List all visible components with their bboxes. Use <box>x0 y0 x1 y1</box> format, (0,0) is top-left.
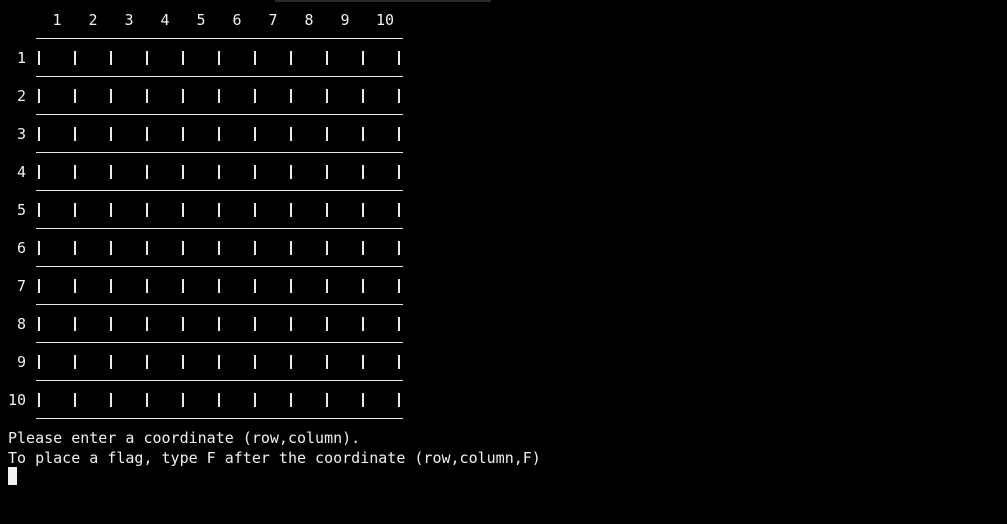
board-cell[interactable] <box>220 191 254 227</box>
board-cell[interactable] <box>112 115 146 151</box>
cell-separator <box>398 51 400 65</box>
board-cell[interactable] <box>256 191 290 227</box>
board-cell[interactable] <box>292 39 326 75</box>
board-cell[interactable] <box>292 77 326 113</box>
board-cell[interactable] <box>328 305 362 341</box>
board-cell[interactable] <box>148 343 182 379</box>
board-cell[interactable] <box>112 77 146 113</box>
row-label: 9 <box>16 353 26 371</box>
board-cell[interactable] <box>40 343 74 379</box>
row-label: 6 <box>16 239 26 257</box>
board-cell[interactable] <box>256 229 290 265</box>
row-label: 10 <box>7 391 26 409</box>
board-cell[interactable] <box>148 191 182 227</box>
board-cell[interactable] <box>364 229 398 265</box>
board-cell[interactable] <box>184 77 218 113</box>
board-cell[interactable] <box>364 153 398 189</box>
board-cell[interactable] <box>256 77 290 113</box>
board-cell[interactable] <box>148 381 182 417</box>
cell-separator <box>398 203 400 217</box>
row-label: 1 <box>16 49 26 67</box>
board-cell[interactable] <box>148 77 182 113</box>
row-label: 7 <box>16 277 26 295</box>
board-cell[interactable] <box>40 381 74 417</box>
terminal-cursor[interactable] <box>8 467 17 485</box>
board-cell[interactable] <box>112 381 146 417</box>
row-label: 3 <box>16 125 26 143</box>
cell-separator <box>398 241 400 255</box>
board-cell[interactable] <box>40 267 74 303</box>
board-cell[interactable] <box>328 153 362 189</box>
board-cell[interactable] <box>184 381 218 417</box>
board-cell[interactable] <box>184 39 218 75</box>
cell-separator <box>398 89 400 103</box>
board-cell[interactable] <box>220 267 254 303</box>
board-cell[interactable] <box>148 115 182 151</box>
board-cell[interactable] <box>76 115 110 151</box>
board-cell[interactable] <box>184 229 218 265</box>
board-cell[interactable] <box>256 381 290 417</box>
board-cell[interactable] <box>292 191 326 227</box>
board-cell[interactable] <box>148 39 182 75</box>
board-cell[interactable] <box>40 115 74 151</box>
board-cell[interactable] <box>328 343 362 379</box>
board-cell[interactable] <box>364 115 398 151</box>
board-cell[interactable] <box>148 229 182 265</box>
board-cell[interactable] <box>184 153 218 189</box>
board-cell[interactable] <box>364 305 398 341</box>
board-cell[interactable] <box>76 229 110 265</box>
board-cell[interactable] <box>112 305 146 341</box>
board-cell[interactable] <box>148 305 182 341</box>
board-cell[interactable] <box>364 39 398 75</box>
cell-separator <box>398 355 400 369</box>
board-cell[interactable] <box>148 153 182 189</box>
cell-separator <box>398 127 400 141</box>
board-cell[interactable] <box>40 39 74 75</box>
column-header: 3 <box>124 11 134 29</box>
board-cell[interactable] <box>40 305 74 341</box>
column-header: 9 <box>340 11 350 29</box>
board-cell[interactable] <box>220 153 254 189</box>
board-cell[interactable] <box>76 267 110 303</box>
board-cell[interactable] <box>328 39 362 75</box>
board-cell[interactable] <box>76 153 110 189</box>
board-cell[interactable] <box>184 191 218 227</box>
board-cell[interactable] <box>40 191 74 227</box>
board-cell[interactable] <box>364 267 398 303</box>
board-cell[interactable] <box>364 381 398 417</box>
board-cell[interactable] <box>76 343 110 379</box>
board-cell[interactable] <box>184 343 218 379</box>
board-cell[interactable] <box>292 153 326 189</box>
board-cell[interactable] <box>364 343 398 379</box>
board-cell[interactable] <box>112 39 146 75</box>
board-cell[interactable] <box>40 153 74 189</box>
board-cell[interactable] <box>40 77 74 113</box>
cell-separator <box>398 165 400 179</box>
board-cell[interactable] <box>364 77 398 113</box>
column-header: 1 <box>52 11 62 29</box>
board-cell[interactable] <box>220 229 254 265</box>
board-cell[interactable] <box>220 77 254 113</box>
prompt-flag-instructions: To place a flag, type F after the coordinate (row,column,F) <box>8 449 541 467</box>
prompt-coordinate: Please enter a coordinate (row,column). <box>8 429 361 447</box>
board-cell[interactable] <box>220 343 254 379</box>
board-cell[interactable] <box>256 305 290 341</box>
board-cell[interactable] <box>220 39 254 75</box>
board-cell[interactable] <box>220 115 254 151</box>
column-header: 10 <box>375 11 395 29</box>
board-cell[interactable] <box>76 39 110 75</box>
grid-row-divider <box>36 418 403 419</box>
board-cell[interactable] <box>184 115 218 151</box>
board-cell[interactable] <box>112 343 146 379</box>
column-header: 8 <box>304 11 314 29</box>
board-cell[interactable] <box>76 191 110 227</box>
board-cell[interactable] <box>40 229 74 265</box>
board-cell[interactable] <box>184 305 218 341</box>
board-cell[interactable] <box>328 115 362 151</box>
board-cell[interactable] <box>292 115 326 151</box>
board-cell[interactable] <box>328 77 362 113</box>
board-cell[interactable] <box>148 267 182 303</box>
board-cell[interactable] <box>220 381 254 417</box>
row-label: 5 <box>16 201 26 219</box>
board-cell[interactable] <box>328 267 362 303</box>
row-label: 8 <box>16 315 26 333</box>
cell-separator <box>398 317 400 331</box>
window-top-edge <box>275 0 491 2</box>
column-header: 6 <box>232 11 242 29</box>
board-cell[interactable] <box>292 381 326 417</box>
board-cell[interactable] <box>292 267 326 303</box>
board-cell[interactable] <box>112 229 146 265</box>
board-cell[interactable] <box>364 191 398 227</box>
board-cell[interactable] <box>76 381 110 417</box>
column-header: 4 <box>160 11 170 29</box>
board-cell[interactable] <box>76 305 110 341</box>
board-cell[interactable] <box>256 39 290 75</box>
column-header: 2 <box>88 11 98 29</box>
board-cell[interactable] <box>328 381 362 417</box>
board-cell[interactable] <box>328 191 362 227</box>
board-cell[interactable] <box>76 77 110 113</box>
board-cell[interactable] <box>112 191 146 227</box>
row-label: 2 <box>16 87 26 105</box>
board-cell[interactable] <box>112 267 146 303</box>
board-cell[interactable] <box>292 305 326 341</box>
board-cell[interactable] <box>256 153 290 189</box>
board-cell[interactable] <box>256 267 290 303</box>
board-cell[interactable] <box>292 343 326 379</box>
board-cell[interactable] <box>292 229 326 265</box>
board-cell[interactable] <box>112 153 146 189</box>
board-cell[interactable] <box>328 229 362 265</box>
column-header: 7 <box>268 11 278 29</box>
row-label: 4 <box>16 163 26 181</box>
column-header: 5 <box>196 11 206 29</box>
board-cell[interactable] <box>220 305 254 341</box>
cell-separator <box>398 393 400 407</box>
board-cell[interactable] <box>256 115 290 151</box>
cell-separator <box>398 279 400 293</box>
board-cell[interactable] <box>184 267 218 303</box>
board-cell[interactable] <box>256 343 290 379</box>
